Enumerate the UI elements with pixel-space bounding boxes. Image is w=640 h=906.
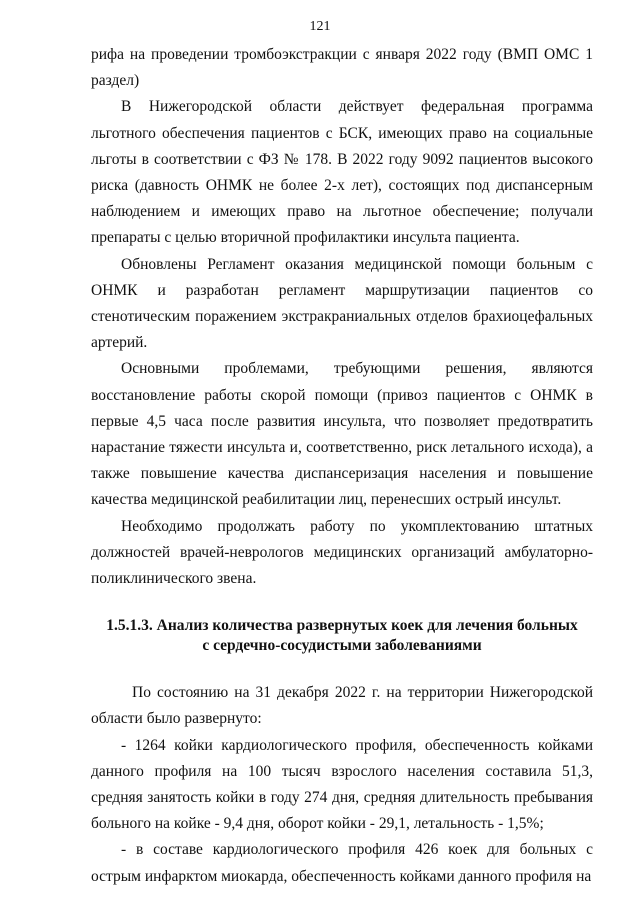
paragraph-preferential-program: В Нижегородской области действует федеральная программа льготного обеспечения пациентов с БСК, имеющих право на социальные льготы в соответствии с ФЗ № 178. В 2022 году 9092 пациентов высокого риска (давность ОНМК не более 2-х лет), состоящих под диспансерным наблюдением и имеющих право на льготное обеспечение; получали препараты с целью вторичной профилактики инсульта пациента. (91, 98, 593, 247)
paragraph-cardiology-beds: - 1264 койки кардиологического профиля, обеспеченность койками данного профиля на 100 тысяч взрослого населения составила 51,3, средняя занятость койки в году 274 дня, средняя длительность пребывания больного на койке - 9,4 дня, оборот койки - 29,1, летальность - 1,5%; (91, 736, 593, 833)
spacer (91, 592, 593, 616)
paragraph-regulations: Обновлены Регламент оказания медицинской помощи больным с ОНМК и разработан регламент маршрутизации пациентов со стенотическим поражением экстракраниальных отделов брахиоцефальных артерий. (91, 255, 593, 352)
section-heading-line-1: 1.5.1.3. Анализ количества развернутых коек для лечения больных (106, 617, 578, 635)
section-heading (91, 616, 593, 656)
page-number: 121 (309, 19, 331, 34)
paragraph-continuation: рифа на проведении тромбоэкстракции с января 2022 году (ВМП ОМС 1 раздел) (91, 46, 593, 90)
page-body (91, 42, 593, 890)
paragraph-beds-intro: По состоянию на 31 декабря 2022 г. на территории Нижегородской области было развернуто: (91, 684, 593, 728)
paragraph-myocardial-infarction-beds: - в составе кардиологического профиля 426 коек для больных с острым инфарктом миокарда, обеспеченность койками данного профиля на (91, 841, 593, 885)
section-heading-line-2: с сердечно-сосудистыми заболеваниями (202, 637, 482, 655)
paragraph-main-problems: Основными проблемами, требующими решения, являются восстановление работы скорой помощи (привоз пациентов с ОНМК в первые 4,5 часа после развития инсульта, что позволяет предотвратить нарастание тяжести инсульта и, соответственно, риск летального исхода), а также повышение качества диспансеризация населения и повышение качества медицинской реабилитации лиц, перенесших острый инсульт. (91, 360, 593, 509)
spacer (91, 656, 593, 680)
paragraph-staffing: Необходимо продолжать работу по укомплектованию штатных должностей врачей-неврологов медицинских организаций амбулаторно-поликлинического звена. (91, 517, 593, 588)
